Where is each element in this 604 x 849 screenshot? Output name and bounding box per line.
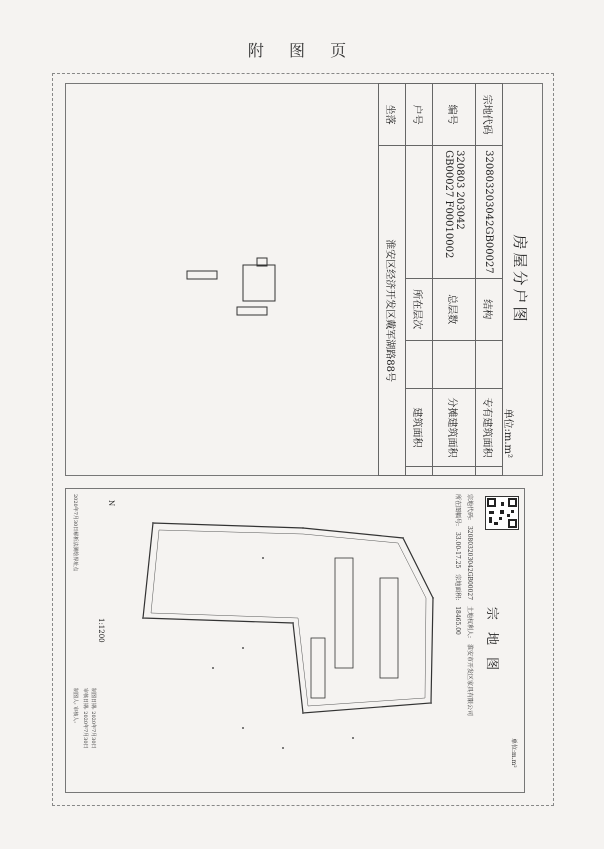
house-plan-panel [65, 83, 543, 476]
parcel-map-content [65, 488, 525, 793]
land-owner-value: 淮安市开发区家具有限公司 [466, 643, 473, 716]
parcel-map-panel [65, 488, 525, 793]
signatures [72, 688, 79, 723]
table-row [433, 84, 476, 476]
map-sheet-value: 33.00-17.25 [454, 531, 461, 569]
map-sheet-label: 所在图幅号: [454, 494, 461, 527]
parcel-code-value: 320803203042GB00027 [466, 525, 473, 601]
parcel-area-label: 宗地面积: [454, 574, 461, 601]
parcel-boundary [143, 523, 433, 713]
parcel-inner-boundary [151, 530, 426, 706]
house-plan-unit: 单位:m.m² [502, 408, 513, 458]
draw-date: 制图日期: 2020年7月30日 [90, 688, 96, 749]
floor-value [406, 340, 433, 388]
exclusive-area-label: 专有建筑面积 [476, 389, 503, 467]
parcel-map-drawing [123, 498, 443, 783]
table-row [406, 84, 433, 476]
reviewer-label: 审核人: [72, 706, 78, 723]
scale-label: 1:1200 [97, 618, 105, 643]
survey-points [142, 522, 434, 749]
parcel-info-line-2 [454, 494, 463, 639]
building-footprint [311, 638, 325, 698]
parcel-map-title: 宗 地 图 [484, 606, 499, 675]
floor-plan-drawing [65, 83, 405, 476]
drafter-label: 制图人: [72, 688, 78, 705]
building-footprint [380, 578, 398, 678]
structure-value [476, 340, 503, 388]
household-value [406, 146, 433, 279]
number-label: 编号 [433, 84, 476, 146]
building-outline [243, 265, 275, 301]
exclusive-area-value [476, 467, 503, 476]
building-area-label: 建筑面积 [406, 389, 433, 467]
shared-area-label: 分摊建筑面积 [433, 389, 476, 467]
number-value: 320803 203042 GB00027 F00010002 [433, 146, 476, 279]
parcel-code-label: 宗地代码 [476, 84, 503, 146]
total-floors-label: 总层数 [433, 278, 476, 340]
house-plan-title: 房屋分户图 [511, 234, 529, 325]
building-annex [187, 271, 217, 279]
survey-method-note: 2020年7月30日解析法测绘界址点 [72, 494, 78, 572]
parcel-code-value: 320803203042GB00027 [476, 146, 503, 279]
parcel-area-value: 18465.00 [454, 606, 461, 635]
building-annex [237, 307, 267, 315]
parcel-map-unit: 单位:m.m² [510, 738, 517, 768]
building-footprint [335, 558, 353, 668]
parcel-code-label: 宗地代码: [466, 494, 473, 521]
house-plan-content [65, 83, 543, 476]
building-area-value [406, 467, 433, 476]
floor-plan-area [65, 83, 405, 476]
page-title: 附 图 页 [247, 41, 357, 60]
floor-label: 所在层次 [406, 278, 433, 340]
review-date: 审核日期: 2020年7月30日 [82, 688, 88, 749]
location-label: 坐落 [379, 84, 406, 146]
structure-label: 结构 [476, 278, 503, 340]
total-floors-value [433, 340, 476, 388]
table-row [476, 84, 503, 476]
shared-area-value [433, 467, 476, 476]
parcel-info-line-1 [466, 494, 475, 720]
location-value: 淮安区经济开发区戴军湖路88号 [379, 146, 406, 476]
household-label: 户号 [406, 84, 433, 146]
land-owner-label: 土地权利人: [466, 605, 473, 639]
north-arrow-label: N [107, 500, 115, 507]
